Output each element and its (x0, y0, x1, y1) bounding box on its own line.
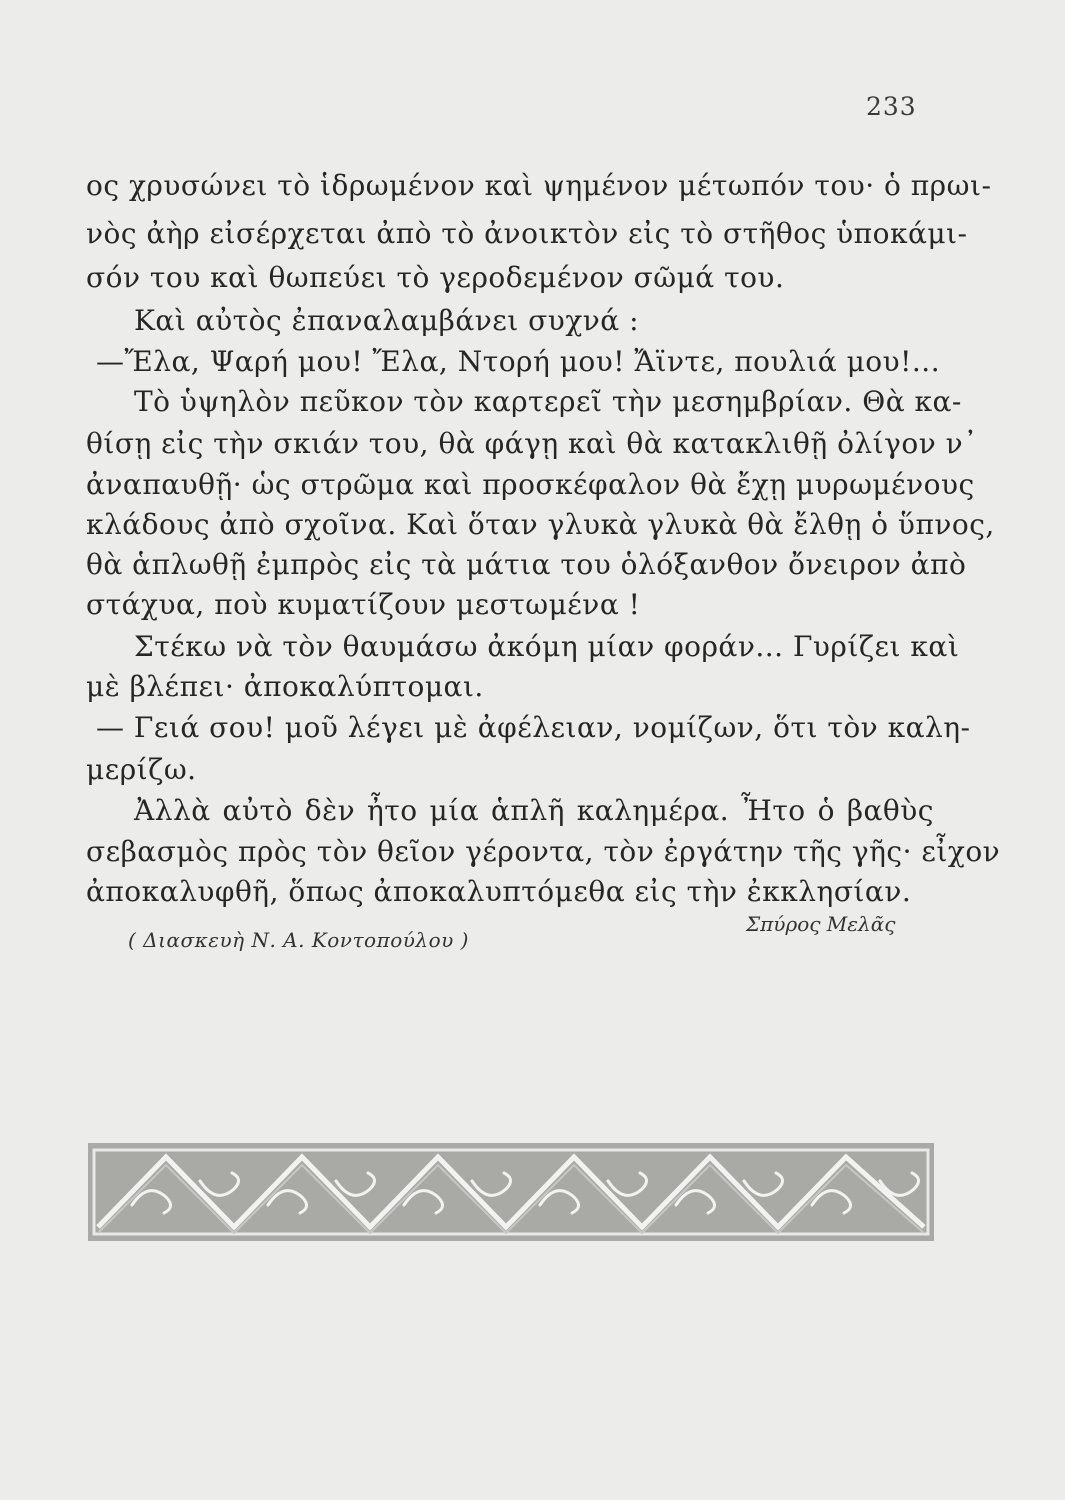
ornament-graphic (88, 1143, 934, 1241)
text-line: μερίζω. (86, 753, 197, 786)
text-line: στάχυα, ποὺ κυματίζουν μεστωμένα ! (86, 588, 641, 621)
text-line: μὲ βλέπει· ἀποκαλύπτομαι. (86, 670, 484, 703)
attribution (0, 912, 1065, 952)
text-line: Καὶ αὐτὸς ἐπαναλαμβάνει συχνά : (134, 304, 640, 337)
author-signature: Σπύρος Μελᾶς (746, 912, 896, 936)
decorative-band (88, 1143, 934, 1241)
adaptation-credit: ( Διασκευὴ Ν. Α. Κοντοπούλου ) (128, 928, 469, 952)
text-line: Ἀλλὰ αὐτὸ δὲν ἦτο μία ἁπλῆ καλημέρα. Ἦτο ὁ βαθὺς (134, 794, 934, 827)
page-number: 233 (866, 92, 917, 121)
text-line: — Γειά σου! μοῦ λέγει μὲ ἀφέλειαν, νομίζων, ὅτι τὸν καλη- (96, 711, 971, 744)
text-line: Στέκω νὰ τὸν θαυμάσω ἀκόμη μίαν φοράν... Γυρίζει καὶ (134, 630, 960, 663)
text-line: —Ἔλα, Ψαρή μου! Ἔλα, Ντορή μου! Ἄϊντε, πουλιά μου!... (96, 345, 941, 378)
text-line: ἀποκαλυφθῆ, ὅπως ἀποκαλυπτόμεθα εἰς τὴν ἐκκλησίαν. (86, 875, 912, 908)
text-line: θὰ ἁπλωθῇ ἐμπρὸς εἰς τὰ μάτια του ὁλόξανθον ὄνειρον ἀπὸ (86, 548, 967, 581)
text-line: ος χρυσώνει τὸ ἱδρωμένον καὶ ψημένον μέτωπόν του· ὁ πρωι- (86, 169, 992, 202)
text-line: ἀναπαυθῇ· ὡς στρῶμα καὶ προσκέφαλον θὰ ἔχῃ μυρωμένους (86, 468, 975, 501)
text-line: σεβασμὸς πρὸς τὸν θεῖον γέροντα, τὸν ἐργάτην τῆς γῆς· εἶχον (86, 835, 1001, 868)
text-line: σόν του καὶ θωπεύει τὸ γεροδεμένον σῶμά του. (86, 261, 785, 294)
text-line: Τὸ ὑψηλὸν πεῦκον τὸν καρτερεῖ τὴν μεσημβρίαν. Θὰ κα- (134, 385, 962, 418)
text-line: κλάδους ἀπὸ σχοῖνα. Καὶ ὅταν γλυκὰ γλυκὰ θὰ ἔλθῃ ὁ ὕπνος, (86, 508, 995, 541)
text-line: νὸς ἀὴρ εἰσέρχεται ἀπὸ τὸ ἀνοικτὸν εἰς τὸ στῆθος ὑποκάμι- (86, 217, 968, 250)
text-line: θίσῃ εἰς τὴν σκιάν του, θὰ φάγῃ καὶ θὰ κατακλιθῇ ὀλίγον ν᾽ (86, 427, 978, 460)
